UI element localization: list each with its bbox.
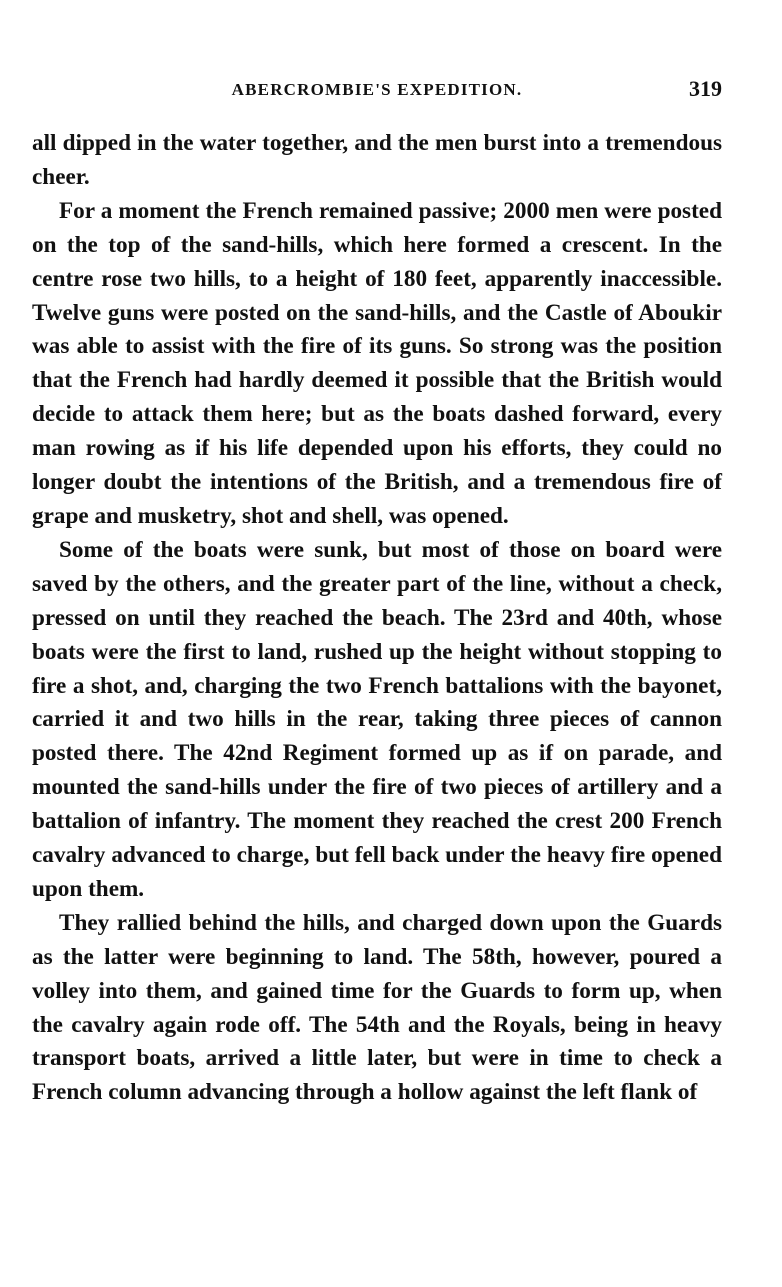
paragraph: They rallied behind the hills, and charged down upon the Guards as the latter were beginning to land. The 58th, however, poured a volley into them, and gained time for the Guards to form up, when the cavalry again rode off. The 54th and the Royals, being in heavy transport boats, arrived a little later, but were in time to check a French column advancing through a hollow against the left flank of xyxy=(32,909,722,1106)
paragraph-continuation: all dipped in the water together, and the men burst into a tremendous cheer. xyxy=(32,130,722,190)
running-head xyxy=(32,76,722,108)
body-text xyxy=(32,127,722,1110)
running-title: ABERCROMBIE'S EXPEDITION. xyxy=(231,80,523,99)
page-number: 319 xyxy=(689,76,722,101)
paragraph: For a moment the French remained passive; 2000 men were posted on the top of the sand-hills, which here formed a crescent. In the centre rose two hills, to a height of 180 feet, apparently inaccessible. Twelve guns were posted on the sand-hills, and the Castle of Aboukir was able to assist with the fire of its guns. So strong was the position that the French had hardly deemed it possible that the British would decide to attack them here; but as the boats dashed forward, every man rowing as if his life depended upon his efforts, they could no longer doubt the intentions of the British, and a tremendous fire of grape and musketry, shot and shell, was opened. xyxy=(32,197,722,529)
paragraph: Some of the boats were sunk, but most of those on board were saved by the others, and the greater part of the line, without a check, pressed on until they reached the beach. The 23rd and 40th, whose boats were the first to land, rushed up the height without stopping to fire a shot, and, charging the two French battalions with the bayonet, carried it and two hills in the rear, taking three pieces of cannon posted there. The 42nd Regiment formed up as if on parade, and mounted the sand-hills under the fire of two pieces of artillery and a battalion of infantry. The moment they reached the crest 200 French cavalry advanced to charge, but fell back under the heavy fire opened upon them. xyxy=(32,536,722,902)
